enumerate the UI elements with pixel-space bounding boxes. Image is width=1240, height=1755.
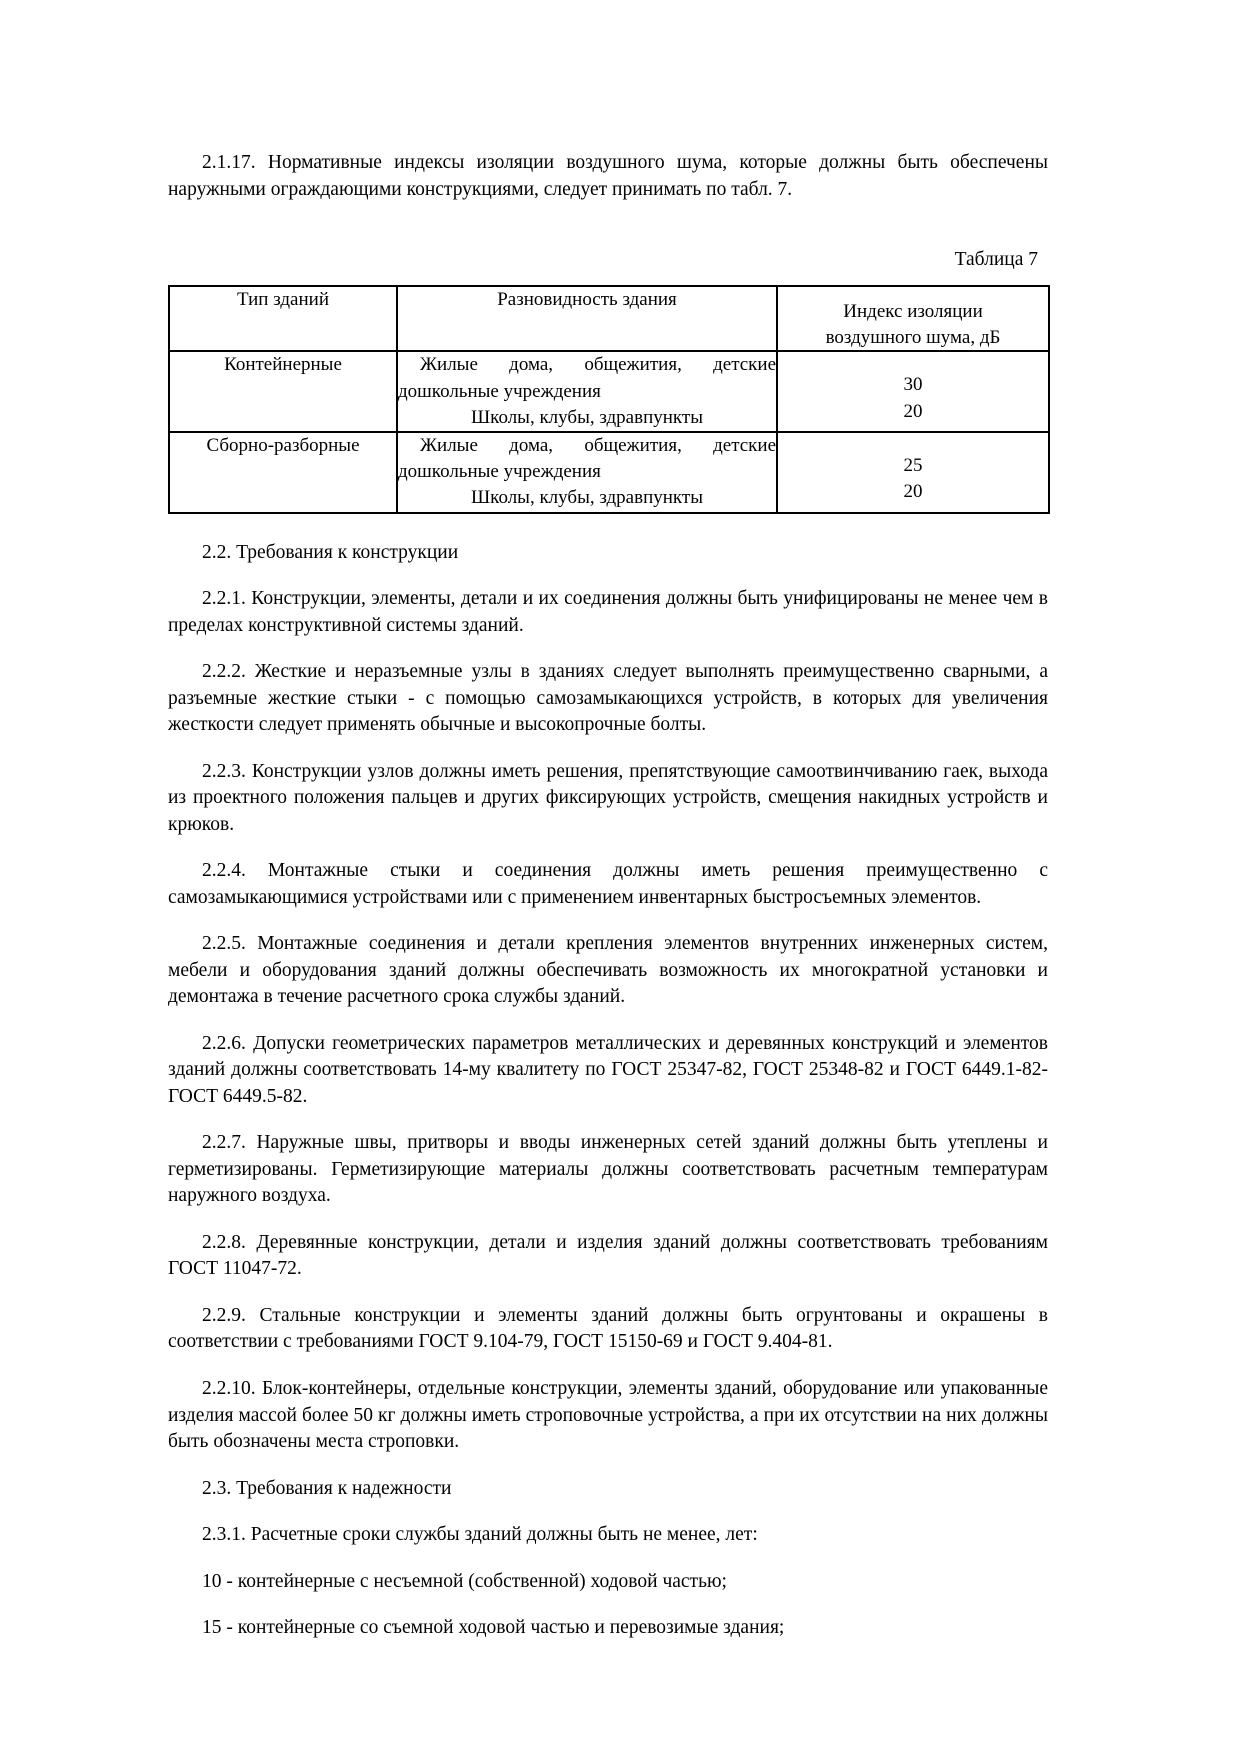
paragraph-2-2-3: 2.2.3. Конструкции узлов должны иметь решения, препятствующие самоотвинчиванию гаек, выхода из проектного положения пальцев и других фиксирующих устройств, смещения накидных устройств и крюков. xyxy=(168,760,1048,835)
table-7 xyxy=(168,285,1050,514)
service-life-item-10: 10 - контейнерные с несъемной (собственной) ходовой частью; xyxy=(202,1570,727,1592)
paragraph-2-2-8: 2.2.8. Деревянные конструкции, детали и изделия зданий должны соответствовать требованиям ГОСТ 11047-72. xyxy=(168,1231,1048,1280)
column-header-sound-index-line1: Индекс изоляции xyxy=(843,301,983,323)
cell-sound-index xyxy=(777,432,1049,513)
spacer xyxy=(168,223,1048,249)
cell-building-type: Контейнерные xyxy=(169,351,397,432)
paragraph-2-2-7: 2.2.7. Наружные швы, притворы и вводы инженерных сетей зданий должны быть утеплены и герметизированы. Герметизирующие материалы должны соответствовать расчетным температурам наружного воздуха. xyxy=(168,1132,1048,1207)
column-header-sound-index-line2: воздушного шума, дБ xyxy=(825,326,1001,348)
column-header-building-type: Тип зданий xyxy=(169,286,397,351)
cell-value-secondary: 20 xyxy=(903,400,923,422)
column-header-building-kind: Разновидность здания xyxy=(397,286,777,351)
page-content xyxy=(168,150,1048,1662)
paragraph-2-3-1: 2.3.1. Расчетные сроки службы зданий должны быть не менее, лет: xyxy=(202,1524,758,1546)
cell-kind-line1: Жилые дома, общежития, детские xyxy=(420,354,776,376)
cell-sound-index xyxy=(777,351,1049,432)
table-header xyxy=(169,286,1049,351)
paragraph-2-2-10: 2.2.10. Блок-контейнеры, отдельные конструкции, элементы зданий, оборудование или упакованные изделия массой более 50 кг должны иметь строповочные устройства, а при их отсутствии на них должны быть обозначены места строповки. xyxy=(168,1378,1048,1453)
cell-kind-line3: Школы, клубы, здравпункты xyxy=(471,487,703,509)
paragraph-2-2-6: 2.2.6. Допуски геометрических параметров металлических и деревянных конструкций и элементов зданий должны соответствовать 14-му квалитету по ГОСТ 25347-82, ГОСТ 25348-82 и ГОСТ 6449.1-82- ГОСТ 6449.5-82. xyxy=(168,1032,1048,1107)
table-header-row xyxy=(169,286,1049,351)
cell-value-spacer xyxy=(778,433,1048,453)
paragraph-2-1-17: 2.1.17. Нормативные индексы изоляции воздушного шума, которые должны быть обеспечены наружными ограждающими конструкциями, следует принимать по табл. 7. xyxy=(168,152,1048,200)
table-body xyxy=(169,351,1049,512)
column-header-sound-index xyxy=(777,286,1049,351)
cell-kind-line3: Школы, клубы, здравпункты xyxy=(471,406,703,428)
cell-kind-line2: дошкольные учреждения xyxy=(398,380,601,402)
spacer xyxy=(168,271,1048,285)
cell-building-kind xyxy=(397,351,777,432)
paragraph-2-2-2: 2.2.2. Жесткие и неразъемные узлы в зданиях следует выполнять преимущественно сварными, а разъемные жесткие стыки - с помощью самозамыкающихся устройств, в которых для увеличения жесткости следует применять обычные и высокопрочные болты. xyxy=(168,661,1048,736)
section-heading-2-2: 2.2. Требования к конструкции xyxy=(202,541,459,563)
paragraph-2-2-9: 2.2.9. Стальные конструкции и элементы зданий должны быть огрунтованы и окрашены в соответствии с требованиями ГОСТ 9.104-79, ГОСТ 15150-69 и ГОСТ 9.404-81. xyxy=(168,1304,1048,1353)
table-row xyxy=(169,351,1049,432)
paragraph-2-2-5: 2.2.5. Монтажные соединения и детали крепления элементов внутренних инженерных систем, мебели и оборудования зданий должны обеспечивать возможность их многократной установки и демонтажа в течение расчетного срока службы зданий. xyxy=(168,933,1048,1008)
cell-value-secondary: 20 xyxy=(903,481,923,503)
section-heading-2-3: 2.3. Требования к надежности xyxy=(202,1477,452,1499)
cell-value-spacer xyxy=(778,352,1048,372)
paragraph-2-2-1: 2.2.1. Конструкции, элементы, детали и их соединения должны быть унифицированы не менее чем в пределах конструктивной системы зданий. xyxy=(168,588,1048,636)
cell-building-type: Сборно-разборные xyxy=(169,432,397,513)
service-life-item-15: 15 - контейнерные со съемной ходовой частью и перевозимые здания; xyxy=(202,1617,785,1639)
cell-kind-line2: дошкольные учреждения xyxy=(398,461,601,483)
cell-kind-line1: Жилые дома, общежития, детские xyxy=(420,434,776,456)
table-row xyxy=(169,432,1049,513)
table-caption: Таблица 7 xyxy=(954,249,1038,271)
cell-value-primary: 30 xyxy=(903,374,923,396)
cell-building-kind xyxy=(397,432,777,513)
cell-value-primary: 25 xyxy=(903,454,923,476)
paragraph-2-2-4: 2.2.4. Монтажные стыки и соединения должны иметь решения преимущественно с самозамыкающимися устройствами или с применением инвентарных быстросъемных элементов. xyxy=(168,860,1048,908)
spacer xyxy=(168,514,1048,540)
